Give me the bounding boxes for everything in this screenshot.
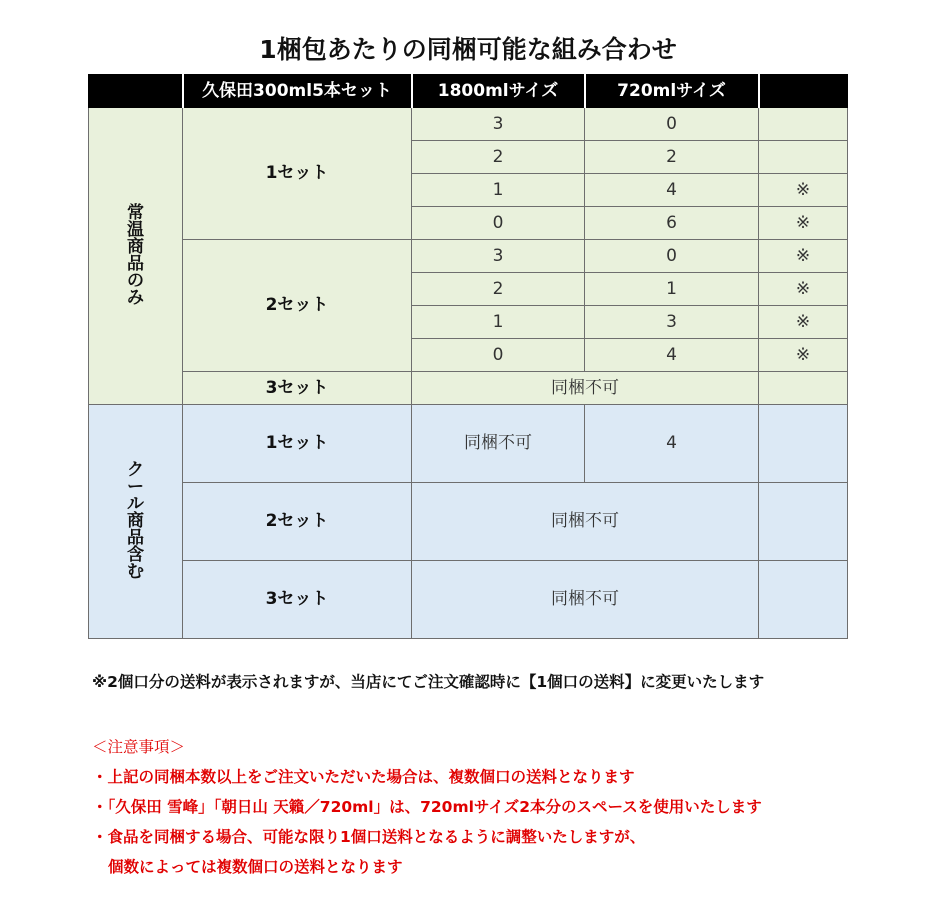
cell-1800ml: 0 <box>412 207 585 240</box>
set-label: 2セット <box>183 240 412 372</box>
cell-mark <box>759 483 848 561</box>
cell-720ml: 4 <box>585 339 759 372</box>
category-char: 温 <box>127 220 144 240</box>
set-label: 1セット <box>183 108 412 240</box>
header-1800ml: 1800mlサイズ <box>412 75 585 108</box>
cell-1800ml: 1 <box>412 174 585 207</box>
cell-1800ml: 0 <box>412 339 585 372</box>
category-room-temp <box>89 108 183 405</box>
category-char: 常 <box>127 203 144 223</box>
caution-line: ・食品を同梱する場合、可能な限り1個口送料となるように調整いたしますが、 <box>92 828 646 846</box>
cell-mark: ※ <box>759 306 848 339</box>
page-title: 1梱包あたりの同梱可能な組み合わせ <box>259 35 677 64</box>
combination-table <box>88 74 848 639</box>
table-header-row <box>89 75 848 108</box>
cell-1800ml: 3 <box>412 240 585 273</box>
cell-1800ml: 2 <box>412 141 585 174</box>
table-row <box>89 561 848 639</box>
caution-section <box>92 732 762 882</box>
cell-mark: ※ <box>759 207 848 240</box>
cell-mark: ※ <box>759 240 848 273</box>
cell-720ml: 2 <box>585 141 759 174</box>
header-blank-right <box>759 75 848 108</box>
caution-line: 個数によっては複数個口の送料となります <box>108 858 403 876</box>
cell-720ml: 1 <box>585 273 759 306</box>
cell-720ml: 4 <box>585 405 759 483</box>
cell-720ml: 0 <box>585 240 759 273</box>
set-label: 2セット <box>183 483 412 561</box>
cell-not-combinable: 同梱不可 <box>412 372 759 405</box>
cell-mark <box>759 561 848 639</box>
category-char: 商 <box>127 511 144 531</box>
cell-720ml: 6 <box>585 207 759 240</box>
set-label: 3セット <box>183 372 412 405</box>
cell-not-combinable: 同梱不可 <box>412 561 759 639</box>
cell-mark <box>759 372 848 405</box>
table-row <box>89 108 848 141</box>
category-char: ル <box>127 494 144 514</box>
cell-mark <box>759 405 848 483</box>
category-char: 品 <box>127 254 144 274</box>
header-kubota-set: 久保田300ml5本セット <box>183 75 412 108</box>
cell-1800ml: 同梱不可 <box>412 405 585 483</box>
table-row <box>89 405 848 483</box>
cell-1800ml: 2 <box>412 273 585 306</box>
category-char: む <box>127 562 144 582</box>
cell-mark: ※ <box>759 174 848 207</box>
set-label: 1セット <box>183 405 412 483</box>
category-char: 商 <box>127 237 144 257</box>
cell-mark: ※ <box>759 273 848 306</box>
category-char: ー <box>127 477 144 497</box>
header-blank-left <box>89 75 183 108</box>
caution-line: ・「久保田 雪峰」「朝日山 天籟／720ml」は、720mlサイズ2本分のスペースを使用いたします <box>92 798 762 816</box>
category-char: ク <box>127 460 144 480</box>
category-cool <box>89 405 183 639</box>
cell-720ml: 4 <box>585 174 759 207</box>
category-char: み <box>127 288 144 308</box>
cell-mark <box>759 108 848 141</box>
cell-mark <box>759 141 848 174</box>
table-row <box>89 372 848 405</box>
shipping-note: ※2個口分の送料が表示されますが、当店にてご注文確認時に【1個口の送料】に変更いたします <box>92 673 765 691</box>
table-row <box>89 240 848 273</box>
cell-720ml: 0 <box>585 108 759 141</box>
category-char: 含 <box>127 545 144 565</box>
category-char: 品 <box>127 528 144 548</box>
caution-heading: ＜注意事項＞ <box>92 738 186 756</box>
category-char: の <box>127 271 144 291</box>
set-label: 3セット <box>183 561 412 639</box>
header-720ml: 720mlサイズ <box>585 75 759 108</box>
cell-720ml: 3 <box>585 306 759 339</box>
cell-mark: ※ <box>759 339 848 372</box>
cell-1800ml: 3 <box>412 108 585 141</box>
cell-not-combinable: 同梱不可 <box>412 483 759 561</box>
cell-1800ml: 1 <box>412 306 585 339</box>
table-row <box>89 483 848 561</box>
caution-line: ・上記の同梱本数以上をご注文いただいた場合は、複数個口の送料となります <box>92 768 635 786</box>
